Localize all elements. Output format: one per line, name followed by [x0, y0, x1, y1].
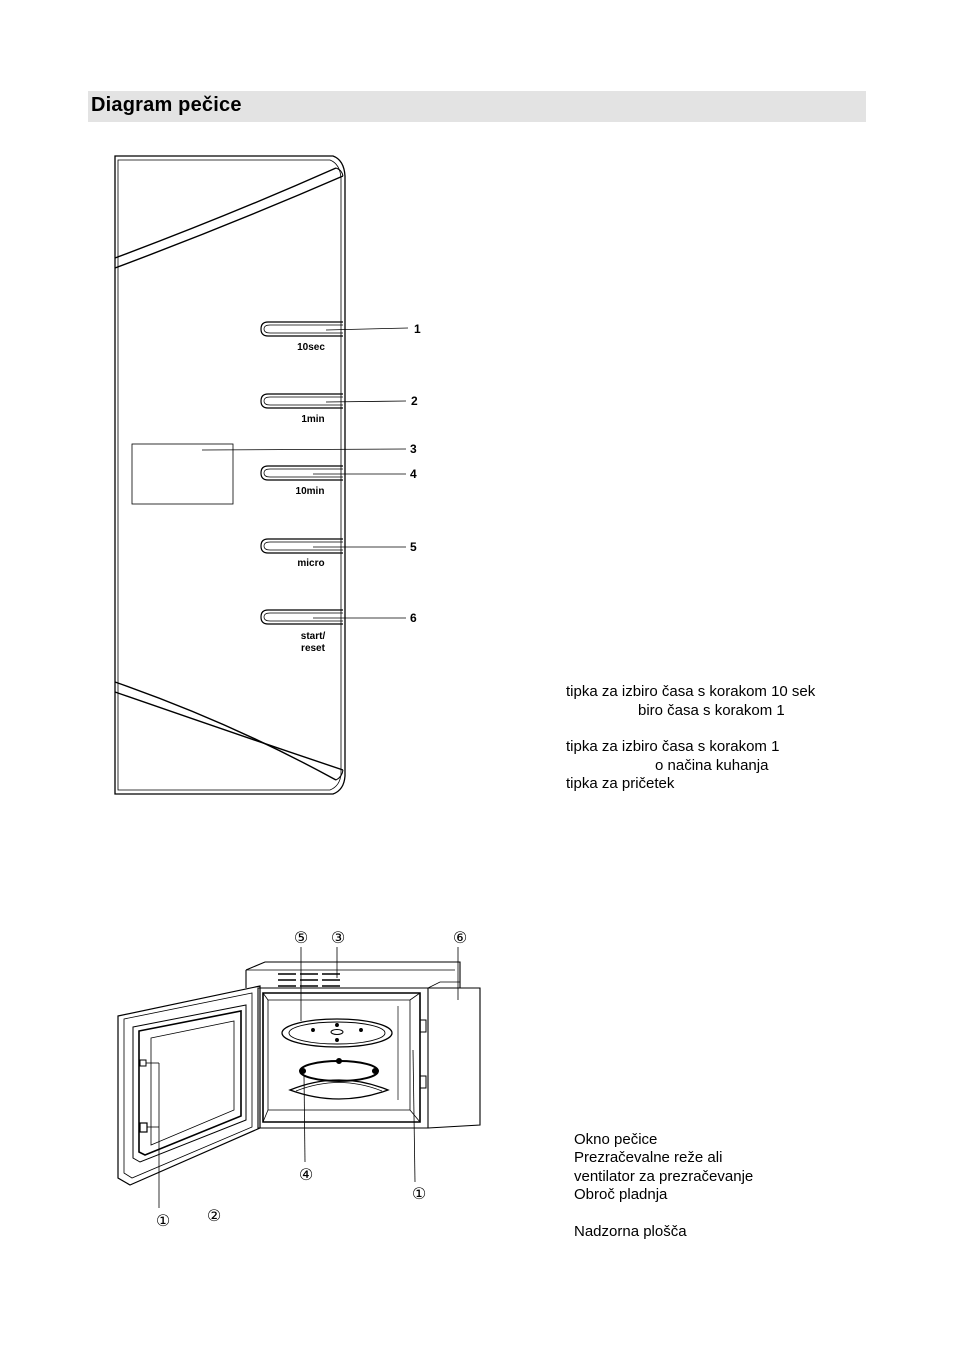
label-10sec: 10sec: [297, 342, 325, 353]
button-10sec: [261, 322, 343, 336]
panel-numbers: [410, 322, 421, 625]
label-10min: 10min: [295, 486, 325, 497]
oven-callout-3: ③: [330, 928, 346, 947]
oven-desc-3: ventilator za prezračevanje: [574, 1168, 754, 1185]
button-10min: [261, 466, 343, 480]
oven-desc-1: Okno pečice: [574, 1131, 658, 1148]
panel-desc-2: biro časa s korakom 1: [638, 702, 785, 719]
oven-callout-2: ②: [206, 1206, 222, 1225]
button-start-reset: [261, 610, 343, 624]
callout-4: 4: [410, 467, 417, 481]
panel-desc-5: o načina kuhanja: [655, 757, 769, 774]
panel-desc-6: tipka za pričetek: [566, 775, 675, 792]
callout-2: 2: [411, 394, 418, 408]
callout-5: 5: [410, 540, 417, 554]
label-reset: reset: [301, 643, 325, 654]
panel-desc-1: tipka za izbiro časa s korakom 10 sek: [566, 683, 816, 700]
oven-callout-4: ④: [298, 1165, 314, 1184]
page-title: Diagram pečice: [91, 94, 242, 116]
panel-buttons: [261, 322, 343, 624]
oven-callout-6: ⑥: [452, 928, 468, 947]
callout-1: 1: [414, 322, 421, 336]
label-micro: micro: [297, 558, 325, 569]
oven-callout-5: ⑤: [293, 928, 309, 947]
panel-button-labels: [296, 342, 326, 654]
callout-3: 3: [410, 442, 417, 456]
label-1min: 1min: [301, 414, 325, 425]
label-start: start/: [300, 631, 326, 642]
oven-desc-4: Obroč pladnja: [574, 1186, 668, 1203]
oven-callout-1-right: ①: [411, 1184, 427, 1203]
oven-desc-2: Prezračevalne reže ali: [574, 1149, 723, 1166]
oven-callout-1-left: ①: [155, 1211, 171, 1230]
oven-diagram: [118, 962, 480, 1185]
control-panel-outline: [115, 156, 345, 794]
button-1min: [261, 394, 343, 408]
oven-desc-6: Nadzorna plošča: [574, 1223, 687, 1240]
button-micro: [261, 539, 343, 553]
panel-desc-4: tipka za izbiro časa s korakom 1: [566, 738, 780, 755]
callout-6: 6: [410, 611, 417, 625]
